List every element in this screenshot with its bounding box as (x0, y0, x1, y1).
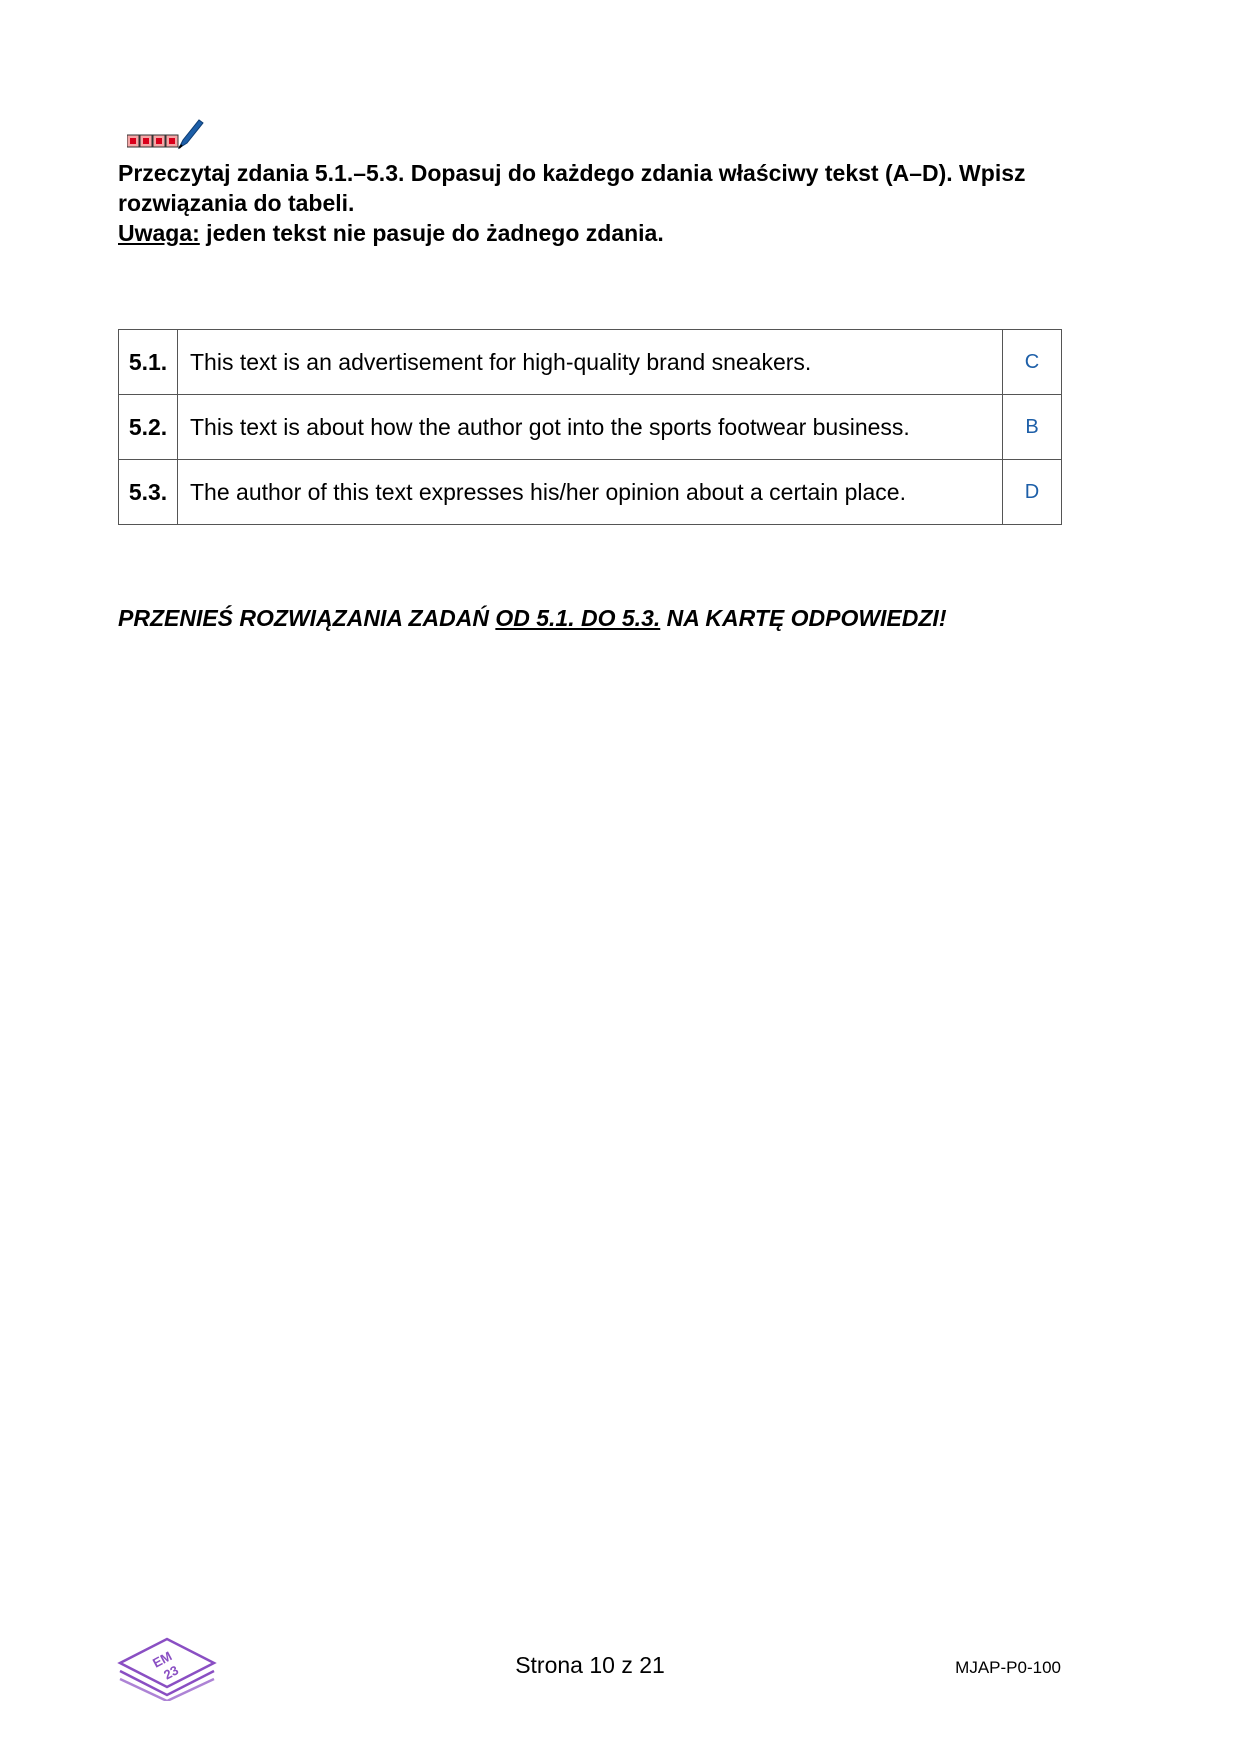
table-row (119, 460, 1062, 525)
row-statement: This text is about how the author got into the sports footwear business. (178, 395, 1003, 460)
answer-table (118, 329, 1062, 525)
transfer-part-2: OD 5.1. DO 5.3. (495, 605, 661, 631)
row-number: 5.2. (119, 395, 178, 460)
table-row (119, 395, 1062, 460)
instruction-line-2: rozwiązania do tabeli. (118, 190, 355, 216)
instruction-note (118, 218, 1078, 248)
instruction-line-1: Przeczytaj zdania 5.1.–5.3. Dopasuj do każdego zdania właściwy tekst (A–D). Wpisz (118, 160, 1026, 186)
svg-text:23: 23 (161, 1662, 181, 1683)
transfer-notice (118, 605, 947, 632)
task-type-icon (127, 118, 207, 152)
row-statement: This text is an advertisement for high-quality brand sneakers. (178, 330, 1003, 395)
transfer-part-1: PRZENIEŚ ROZWIĄZANIA ZADAŃ (118, 605, 496, 631)
answer-cell[interactable]: B (1003, 395, 1062, 460)
note-label: Uwaga: (118, 220, 200, 246)
task-instructions (118, 158, 1078, 248)
row-number: 5.3. (119, 460, 178, 525)
page-number: Strona 10 z 21 (515, 1652, 665, 1678)
note-text: jeden tekst nie pasuje do żadnego zdania. (199, 220, 664, 246)
answer-cell[interactable]: D (1003, 460, 1062, 525)
row-statement: The author of this text expresses his/her opinion about a certain place. (178, 460, 1003, 525)
transfer-part-3: NA KARTĘ ODPOWIEDZI! (660, 605, 947, 631)
row-number: 5.1. (119, 330, 178, 395)
table-row (119, 330, 1062, 395)
exam-code: MJAP-P0-100 (955, 1658, 1061, 1677)
answer-cell[interactable]: C (1003, 330, 1062, 395)
svg-text:EM: EM (150, 1648, 175, 1671)
